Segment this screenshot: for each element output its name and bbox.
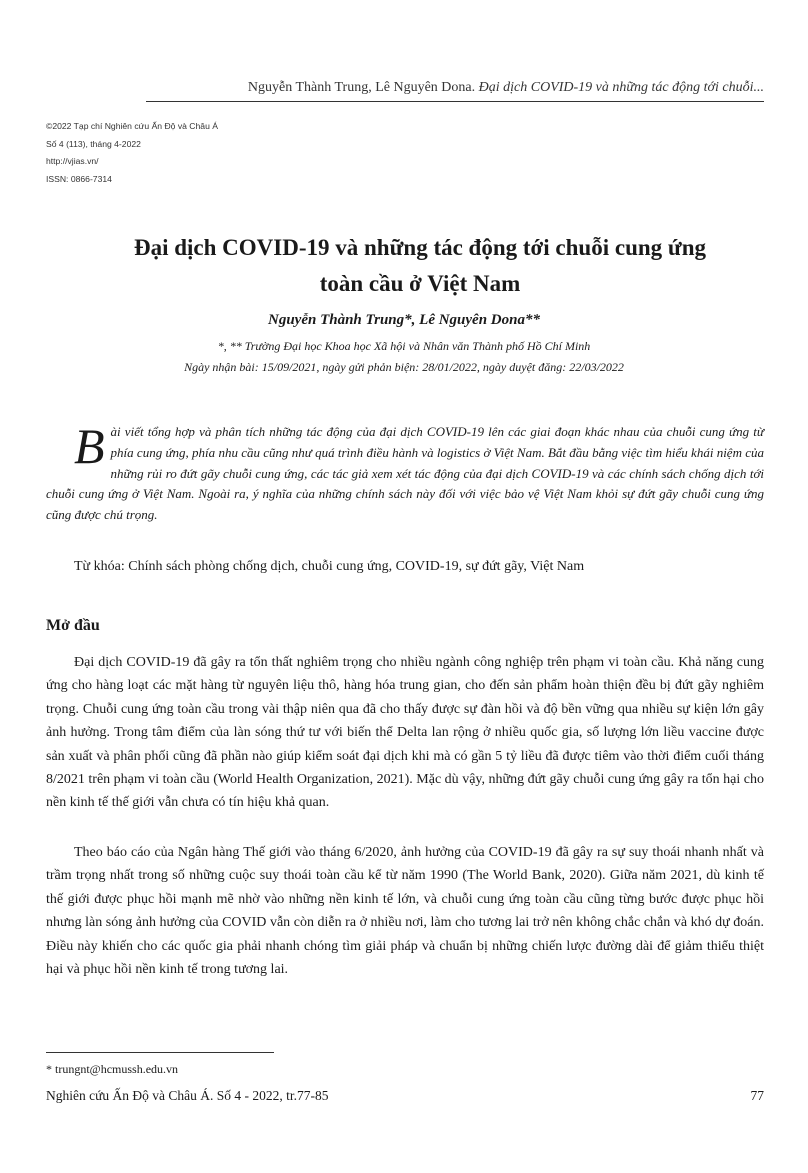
running-head-title: Đại dịch COVID-19 và những tác động tới chuỗi... xyxy=(478,80,764,95)
meta-url[interactable]: http://vjias.vn/ xyxy=(46,156,99,166)
keywords: Từ khóa: Chính sách phòng chống dịch, chuỗi cung ứng, COVID-19, sự đứt gãy, Việt Nam xyxy=(74,559,585,574)
header-rule xyxy=(146,101,764,102)
abstract-dropcap: B xyxy=(74,418,105,474)
section-heading: Mở đầu xyxy=(46,617,100,634)
page-number: 77 xyxy=(750,1088,764,1103)
meta-issn: ISSN: 0866-7314 xyxy=(46,173,112,184)
journal-meta xyxy=(46,118,218,188)
footnote-email[interactable]: * trungnt@hcmussh.edu.vn xyxy=(46,1062,179,1076)
meta-copyright: ©2022 Tạp chí Nghiên cứu Ấn Độ và Châu Á xyxy=(46,121,218,131)
running-head xyxy=(144,80,764,96)
article-title xyxy=(60,230,780,302)
article-authors: Nguyễn Thành Trung*, Lê Nguyên Dona** xyxy=(268,312,540,328)
running-head-authors: Nguyễn Thành Trung, Lê Nguyên Dona. xyxy=(247,80,476,95)
body-paragraph-1: Đại dịch COVID-19 đã gây ra tổn thất nghiêm trọng cho nhiều ngành công nghiệp trên phạm vi toàn cầu. Khả năng cung ứng cho hàng loạt các mặt hàng từ nguyên liệu thô, hàng hóa trung gian, cho đến sản phẩm hoàn thiện đều bị đứt gãy nghiêm trọng. Chuỗi cung ứng toàn cầu trong vài thập niên qua đã cho thấy được sự đàn hồi và độ bền vững qua nhiều sự kiện lớn gây ảnh hưởng. Trong tâm điểm của làn sóng thứ tư với biến thể Delta lan rộng ở nhiều quốc gia, số lượng lớn liều vaccine được sản xuất và phân phối cũng đã phần nào giúp kiểm soát đại dịch khi mà có gần 5 tỷ liều đã được tiêm vào thời điểm cuối tháng 8/2021 trên phạm vi toàn cầu (World Health Organization, 2021). Mặc dù vậy, những đứt gãy chuỗi cung ứng gây ra tổn hại cho nền kinh tế thế giới vẫn chưa có tín hiệu khả quan. xyxy=(46,655,764,811)
article-dates: Ngày nhận bài: 15/09/2021, ngày gửi phản biện: 28/01/2022, ngày duyệt đăng: 22/03/2022 xyxy=(184,360,624,374)
footnote-rule xyxy=(46,1052,274,1053)
author-affiliation: *, ** Trường Đại học Khoa học Xã hội và Nhân văn Thành phố Hồ Chí Minh xyxy=(217,339,591,353)
abstract xyxy=(46,418,764,526)
abstract-text: ài viết tổng hợp và phân tích những tác động của đại dịch COVID-19 lên các giai đoạn khác nhau của chuỗi cung ứng từ phía cung ứng, phía nhu cầu cũng như quá trình điều hành và logistics ở Việt Nam. Bắt đầu bằng việc tìm hiểu khái niệm của những rủi ro đứt gãy chuỗi cung ứng, các tác giả xem xét tác động của đại dịch COVID-19 và các chính sách chống dịch tới chuỗi cung ứng ở Việt Nam. Ngoài ra, ý nghĩa của những chính sách này đối với việc bảo vệ Việt Nam khỏi sự đứt gãy chuỗi cung ứng cũng được chú trọng. xyxy=(46,424,764,523)
article-title-line-1: Đại dịch COVID-19 và những tác động tới chuỗi cung ứng xyxy=(134,235,706,260)
body-paragraph-2: Theo báo cáo của Ngân hàng Thế giới vào tháng 6/2020, ảnh hưởng của COVID-19 đã gây ra sự suy thoái nhanh nhất và trầm trọng nhất trong số những cuộc suy thoái toàn cầu kể từ năm 1990 (The World Bank, 2020). Giữa năm 2021, dù kinh tế thế giới được phục hồi mạnh mẽ nhờ vào những nền kinh tế lớn, và chuỗi cung ứng toàn cầu cũng từng bước được phục hồi nhưng làn sóng ảnh hưởng của COVID vẫn còn diễn ra ở nhiều nơi, làm cho tương lai trở nên không chắc chắn và khó dự đoán. Điều này khiến cho các quốc gia phải nhanh chóng tìm giải pháp và chuẩn bị những chiến lược đường dài để giảm thiểu thiệt hại và phục hồi nền kinh tế trong tương lai. xyxy=(46,845,764,978)
meta-issue: Số 4 (113), tháng 4-2022 xyxy=(46,138,141,149)
journal-citation: Nghiên cứu Ấn Độ và Châu Á. Số 4 - 2022, tr.77-85 xyxy=(46,1088,329,1103)
article-title-line-2: toàn cầu ở Việt Nam xyxy=(319,271,521,296)
